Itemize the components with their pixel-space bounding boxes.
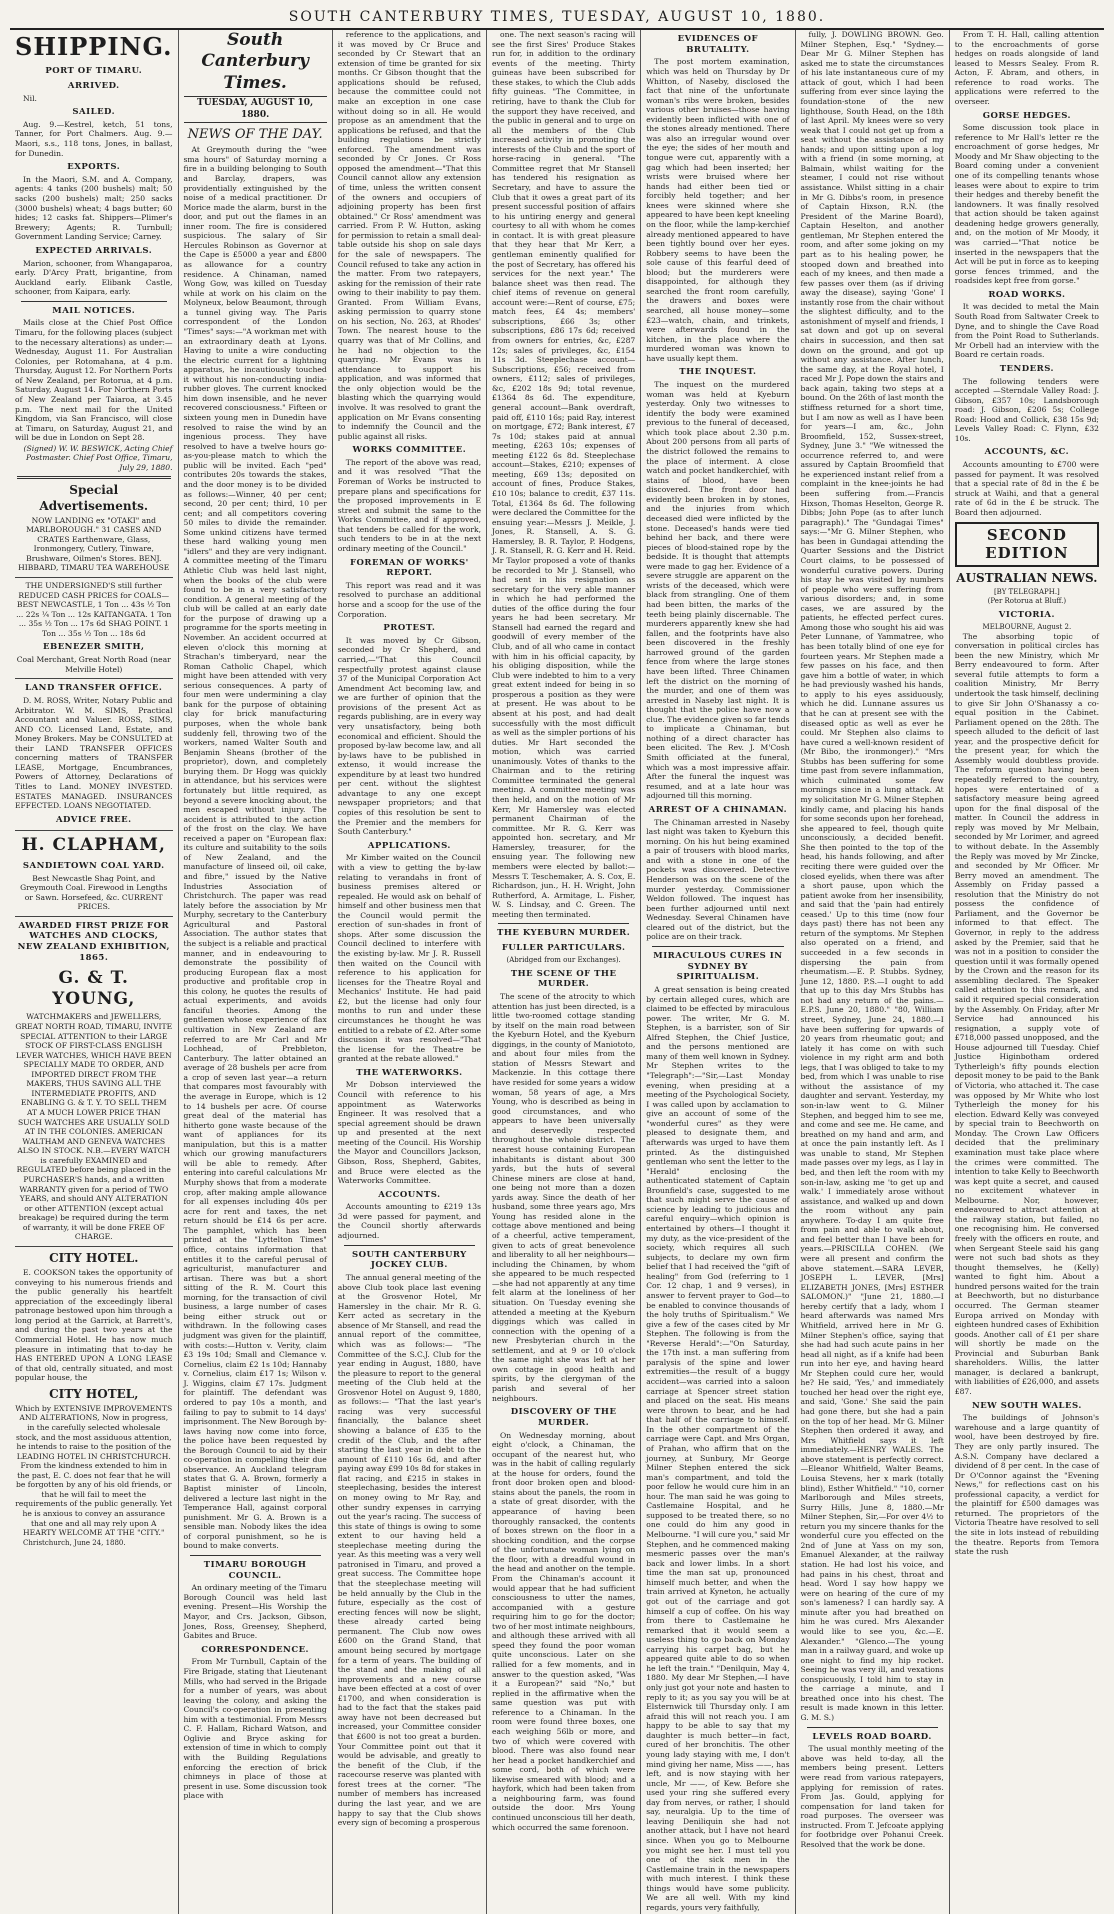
levels-continued: From T. H. Hall, calling attention to the encroachments of gorse hedges on roads alongside of land leased to Messrs Sealey. From R. Acton, F. Abram, and others, in reference to road works. The applications were referred to the overseer.: [954, 30, 1099, 106]
tenders-label: TENDERS.: [999, 363, 1055, 374]
telegraph-label: [BY TELEGRAPH.]: [993, 588, 1060, 597]
divider: [190, 1555, 321, 1556]
nsw-text: The buildings of Johnson's warehouse and a large quantity of wool, have been destroyed by fire. They are only partly insured. The A.S.N. Company have declared a dividend of 8 per cent. In the case of Dr O'Connor against the "Evening News," for reflections cast on his professional capacity, a verdict for the plaintiff for £500 damages was returned. The proprietors of the Victoria Theatre have resolved to sell the site in lots instead of rebuilding the theatre. Reports from Temora state the rush: [954, 1413, 1099, 1557]
inquest-text: The inquest on the murdered woman was held at Kyeburn yesterday. Only two witnesses to identify the body were examined previous to the funeral of deceased, which took place about 2.30 p.m. About 200 persons from all parts of the district followed the remains to the place of interment. A close watch and pocket handkerchief, with stains of blood, have been discovered. The front door had evidently been broken in by stones, and the injuries from which deceased died were inflicted by the stone. Deceased's hands were tied behind her back, and there were pieces of blood-stained rope by the bedside. It is thought that attempts were made to gag her. Evidence of a severe struggle are apparent on the wrists of the deceased, which were black from strangling. One of them had been bitten, the marks of the teeth being plainly discernable. The murderers apparently knew she had fallen, and the footprints have also been discovered in the freshly harrowed ground of the garden fence from where the large stones have been lifted. Three Chinamen left the district on the morning of the murder, and one of them was arrested in Naseby last night. It is thought that the police have now a clue. The evidence given so far tends to implicate a Chinaman, but nothing of a direct character has been elicited. The Rev. J. M'Cosh Smith officiated at the funeral, which was a most impressive affair. After the funeral the inquest was resumed, and at a late hour was adjourned till this morning.: [646, 380, 790, 801]
victoria-text: The absorbing topic of conversation in political circles has been the new Ministry, which Mr Berry endeavoured to form. After several futile attempts to form a coalition Ministry, Mr Berry undertook the task himself, declining to give Sir John O'Shanassy a co-equal position in the Cabinet. Parliament opened on the 28th. The speech alluded to the deficit of last year, and the prospective deficit for the present year, for which the Assembly would doubtless provide. The reform question having been repeatedly referred to the country, hopes were entertained of a satisfactory measure being agreed upon for the final disposal of the matter. In Council the address in reply was moved by Mr Melbain, seconded by Mr Lorimer, and agreed to without debate. In the Assembly the Reply was moved by Mr Zincke, and seconded by Mr Officer. Mr Berry moved an amendment. The Assembly on Friday passed a resolution that the Ministry do not possess the confidence of Parliament, and the Governor be informed to that effect. The Governor, in reply to the address asked by the Premier, said that he was not in a position to consider the question until it was formally opened by the Crown and the reason for its assembling declared. The Speaker called attention to this remark, and said it required special consideration by the Assembly. On Friday, after Mr Service had announced his resignation, a supply vote of £718,000 passed unopposed, and the House adjourned till Tuesday. Chief Justice Higinbotham ordered Tytherleigh's fifty pounds election deposit money to be paid to the Bank of Victoria, who attached it. The case was opposed by Mr White who lost Tytherleigh the money for his election. Edward Kelly was conveyed by special train to Beechworth on Monday. The Crown Law Officers decided that the preliminary examination must take place where the crimes were committed. The intention to take Kelly to Beechworth was kept quite a secret, and caused no excitement whatever in Melbourne. Nor, however, endeavoured to attract attention at the railway station, but failed, no one recognising him. He conversed freely with the officers en route, and when Sergeant Steele said his gang were not such bad shots as they thought themselves, he (Kelly) wanted to fight him. About a hundred persons waited for the train at Beechworth, but no disturbance occurred. The German steamer Europa arrived on Monday with eighteen hundred cases of Exhibition goods. Another call of £1 per share will shortly be made on the Provincial and Suburban Bank shareholders. Willis, the latter manager, is declared a bankrupt, with liabilities of £26,000, and assets £87.: [954, 631, 1099, 1397]
special-heading: Special Advertisements.: [39, 483, 149, 513]
column-3: [333, 30, 487, 1914]
exports-label: EXPORTS.: [67, 162, 121, 173]
australian-news-heading: AUSTRALIAN NEWS.: [956, 571, 1098, 586]
column-4: [487, 30, 641, 1914]
advert-city-hotel: [15, 1251, 173, 1548]
evidences-text: The post mortem examination, which was held on Thursday by Dr Whitton, of Naseby, disclosed the fact that nine of the unfortunate woman's ribs were broken, besides various other bruises—those having evidently been inflicted with one of the stones already mentioned. There was also an irregular wound over the eye; the sides of her mouth and tongue were cut, apparently with a gag which had been inserted; her wrists were bruised where her hands had either been tied or forcibly held together; and her knees were skinned where she appeared to have been kept kneeling on the floor, while the lamp-kerchief already mentioned appeared to have been tightly bound over her eyes. Robbery seems to have been the sole cause of this fearful deed of blood; but the murderers were disappointed, for although they searched the front room carefully, the drawers and boxes were searched, all house money—some £23—watch, chain, and trinkets, were afterwards found in the kitchen, in the place where the murdered woman was known to have usually kept them.: [646, 57, 790, 363]
divider: [21, 301, 167, 302]
advert-award: AWARDED FIRST PRIZE FOR WATCHES AND CLOCKS, NEW ZEALAND EXHIBITION, 1865.: [17, 920, 170, 963]
divider: [17, 476, 171, 479]
discovery-text: On Wednesday morning, about eight o'clock, a Chinaman, the occupant of the nearest hut, who was in the habit of calling regularly at the house for orders, found the front door broken open and blood-stains about the panels, the room in a state of great disorder, with the appearance of having been thoroughly ransacked, the contents of boxes strewn on the floor in a shocking condition, and the corpse of the unfortunate woman lying on the floor, with a dreadful wound in the head and another on the temple. From the Chinaman's account it would appear that he had sufficient consciousness to utter the names, accompanied with a gesture requiring him to go for the doctor; two of her most intimate neighbours, and although these arrived with all speed they found the poor woman quite unconscious. Later on she rallied for a few moments, and in answer to the question asked, "Was it a European?" said "No," but replied in the affirmative when the same question was put with reference to a Chinaman. In the room were found three boxes, one each weighing 56lb or more, and two of which were covered with blood. There was also found near her head a pocket handkerchief and some cord, both of which were likewise smeared with blood; and a hayfork, which had been taken from a neighbouring farm, was found outside the door. Mrs Young continued unconscious till her death, which occurred the same forenoon.: [492, 1430, 636, 1832]
correspondence-text: From Mr Turnbull, Captain of the Fire Brigade, stating that Lieutenant Mills, who had served in the Brigade for a number of years, was about leaving the colony, and asking the Council's co-operation in presenting him with a testimonial. From Messrs C. F. Hallam, Richard Watson, and Oglivie and Bryce asking for extension of time in which to comply with the Building Regulations enforcing the erection of brick chimneys in place of those at present in use. Some discussion took place with: [183, 1657, 327, 1801]
scene-text: The scene of the atrocity to which attention has just been directed, is a little two-roomed cottage standing by itself on the main road between the Kyeburn Hotel, and the Kyeburn diggings, in the county of Maniototo, and about four miles from the station of Messrs Stewart and Mackenzie. In this cottage there have resided for some years a widow woman, 58 years of age, a Mrs Young, who is described as being in good circumstances, and who appears to have been universally and deservedly respected throughout the whole district. The nearest house containing European inhabitants is distant about 300 yards, but the huts of several Chinese miners are close at hand, one being not more than a dozen yards away. Since the death of her husband, some three years ago, Mrs Young has resided alone in the cottage above mentioned and being of a cheerful, active temperament, given to acts of great benevolence and liberality to all her neighbours—including the Chinamen, by whom she appeared to be much respected—she had not apparently at any time felt alarm at the loneliness of her situation. On Tuesday evening she attended a meeting at the Kyeburn diggings which was called in connection with the opening of a new Presbyterian church in the settlement, and at 9 or 10 o'clock the same night she was left at her own cottage in good health and spirits, by the clergyman of the parish and several of her neighbours.: [492, 991, 636, 1403]
advert-text: NOW LANDING ex "OTAKI" and MARLBOROUGH." 31 CASES AND CRATES Earthenware, Glass, Ironmongery, Cutlery, Tinware, Brushware, Oilmen's Stores. BENJ. HIBBARD, TIMARU TEA WAREHOUSE: [18, 515, 170, 573]
discovery-label: DISCOVERY OF THE MURDER.: [510, 1407, 617, 1428]
divider: [652, 946, 783, 947]
scene-label: THE SCENE OF THE MURDER.: [510, 968, 617, 990]
foreman-text: This report was read and it was resolved to purchase an additional horse and a scoop for the use of the Corporation.: [337, 580, 481, 619]
advert-land-transfer: [15, 683, 173, 831]
divider: [807, 1727, 938, 1728]
news-text: At Greymouth during the "wee sma hours" of Saturday morning a fire in a building belonging to South and Barclay, drapers, was providentially extinguished by the noise of a medical practitioner. Dr Morice made the alarm, burst in the door, and put out the flames in an inner room. The fire is considered suspicious. The salary of Sir Hercules Robinson as Governor at the Cape is £5000 a year and £800 as allowance for a country residence. A Chinaman, named Wong Gow, was killed on Tuesday while at work on his claim on the Molyneux, below Beaumont, through a tunnel giving way. The Paris correspondent of the London "Times" says:—"A workman met with an extraordinary death at Lyons. Having to unite a wire conducting the electric current for a lightning apparatus, he incautiously touched it without his non-conducting india-rubber gloves. The current knocked him down insensible, and he never recovered consciousness." Fifteen or sixteen young men in Dunedin have resolved to raise the wind by an ingenious process. They have resolved to have a twelve hours go-as-you-please match to which the public will be invited. Each "ped" contributes 20s towards the stakes, and the door money is to be divided as follows:—Winner, 40 per cent; second, 20 per cent; third, 10 per cent; and all competitors covering 50 miles to divide the remainder. Some unkind citizens have termed these hard walking young men "idlers" and they are very indignant. A committee meeting of the Timaru Athletic Club was held last night, when the books of the club were found to be in a very satisfactory condition. A general meeting of the club will be called at an early date for the purpose of drawing up a programme for the sports meeting in November. An accident occurred at eleven o'clock this morning at Strachan's timberyard, near the Roman Catholic Chapel, which might have been attended with very serious consequences. A party of four men were undermining a clay bank for the purpose of obtaining clay for brick manufacturing purposes, when the whole bank suddenly fell, throwing two of the workers, named Walter South and Benjamin Sheans (brother of the proprietor), down, and completely burying them. Dr Hogg was quickly in attendance, but his services were fortunately but little required, as beyond a severe knocking about, the men escaped without injury. The accident is attributed to the action of the frost on the clay. We have received a paper on "European flax: its culture and suitability to the soils of New Zealand, and the manufacture of linseed oil, oil cake, and fibre," issued by the Native Industries Association of Christchurch. The paper was read lately before the association by Mr Murphy, secretary to the Canterbury Agricultural and Pastoral Association. The author states that the subject is a reliable and practical manner, and in endeavouring to demonstrate the possibility of producing European flax a most productive and profitable crop in this colony, he quotes the results of actual experiments, and avoids fanciful theories. Among the gentlemen whose experience of flax cultivation in New Zealand are referred to are Mr Carl and Mr Lochhead, of Prebbleton, Canterbury. The latter obtained an average of 28 bushels per acre from a crop of seven last year—a return that compares most favourably with the average in Europe, which is 12 to 14 bushels per acre. Of course great deal of the material has hitherto gone waste because of the want of appliances for its manipulation, but this is a matter which our growing manufacturers will be able to remedy. After entering into careful calculations Mr Murphy shows that from a moderate crop, after making ample allowance for all expenses including 40s per acre for rent and taxes, the net return should be £14 6s per acre. The pamphlet, which has been printed at the "Lyttelton Times" office, contains information that entitles it to the careful perusal of agriculturist, manufacturer and artisan. There was but a short sitting of the R. M. Court this morning, for the transaction of civil business, a large number of cases being either struck out or withdrawn. In the following cases judgment was given for the plaintiff, with costs:—Hutton v. Verity, claim £3 19s 10d; Small and Clemance v. Cornelius, claim £2 1s 10d; Hannaby v. Cornelius, claim £17 1s; Wilson v. J. Wiggins, claim £7 17s. Judgment for plaintiff. The defendant was ordered to pay 10s a month, and failing to pay to submit to 14 days' imprisonment. The New Borough by-laws having now come into force, the police have been requested by the Borough Council to aid by their co-operation in compelling their due observance. An Auckland telegram states that G. A. Brown, formerly a Baptist minister of Lincoln, delivered a lecture last night in the Temperance Hall, against corporal punishment. Mr G. A. Brown is a sensible man. Nobody likes the idea of corporal punishment, so he is bound to make converts.: [183, 145, 327, 1551]
mail-heading: MAIL NOTICES.: [52, 305, 136, 316]
second-edition-banner: SECOND EDITION: [955, 522, 1099, 568]
sailed-label: SAILED.: [72, 107, 116, 118]
advert-heading: LAND TRANSFER OFFICE.: [25, 683, 163, 694]
roadworks-label: ROAD WORKS.: [988, 289, 1066, 300]
jockey-text: The annual general meeting of the above Club took place last evening at the Grosvenor Hotel, Mr Hamersley in the chair. Mr R. G. Kerr acted as secretary in the absence of Mr Stansell, and read the annual report of the committee, which was as follows:— "The Committee of the S.C.J. Club for the year ending in August, 1880, have the pleasure to report to the general meeting of the Club held at the Grosvenor Hotel on August 9, 1880, as follows:— "That the last year's racing was very successful financially, the balance sheet showing a balance of £35 to the credit of the Club, and the after starting the last year in debt to the amount of £110 16s 6d, and after paying away £99 10s 8d for stakes in flat racing, and £215 in stakes in steeplechasing, besides the interest on money owing to Mr Ray, and other sundry expenses in carrying out the year's racing. The success of this state of things is owing to some extent to our having held a steeplechase meeting during the year. As this meeting was a very well patronised in Timaru, and proved a great success. The Committee hope that the steeplechase meeting will be held annually by the Club in the future, especially as the cost of erecting fences will now be slight, these already carted being permanent. The Club now owes £600 on the Grand Stand, that amount being secured by mortgage for a term of years. The building of the stand and the making of all improvements and a new course have been effected at a cost of over £1700, and when consideration is had to the fact that the stakes paid away have not been decreased but increased, your Committee consider that £600 is not too great a burden. Your Committee point out that it would be advisable, and greatly to the benefit of the Club, if the racecourse reserve was planted with forest trees at the corner. "The number of members has increased during the last year, and we are happy to say that the Club shows every sign of becoming a prosperous: [337, 1273, 481, 1828]
advert-coal: [15, 581, 173, 679]
advert-text: D. M. ROSS, Writer, Notary Public and Arbitrator. W. M. SIMS, Practical Accountant and Valuer. ROSS, SIMS, AND CO. Licensed Land, Estate, and Money Brokers. May be CONSULTED at their LAND TRANSFER OFFICES concerning matters of TRANSFER LEASE, Mortgage, Encumbrances, Powers of Attorney, Declarations of Titles to Land. MONEY INVESTED. ESTATES MANAGED. INSURANCES EFFECTED. LOANS NEGOTIATED.: [15, 695, 173, 811]
advert-heading: CITY HOTEL,: [49, 1386, 139, 1401]
miracle-continued: fully, J. DOWLING BROWN. Geo. Milner Stephen, Esq." "Sydney.—Dear Mr G. Milner Stephen has asked me to state the circumstances of his late instantaneous cure of my attack of gout, which I had been suffering from ever since laying the foundation-stone of the new lighthouse, South Head, on the 18th of last April. My knees were so very weak that I could not get up from a seat without the assistance of my hands; and upon sitting upon a log with a friend (in some morning, at Balmain, whilst waiting for the steamer, I could not rise without assistance. Whilst sitting in a chair in Mr G. Dibbs's room, in presence of Captain Hixson, R.N. (the President of the Marine Board), Captain Heselton, and another gentleman, Mr Stephen entered the room, and after some joking on my part as to his healing power, he stooped down and breathed into each of my knees, and then made a few passes over them (as if driving away the disease), saying 'Gone' I instantly rose from the chair without the slightest difficulty, and to the astonishment of myself and friends, I sat down and got up on several chairs in succession, and then sat down on the ground, and got up without any assistance. After lunch, the same day, at the Royal hotel, I raced Mr J. Pope down the stairs and back again, taking two steps at a bound. On the 26th of last month the stiffness returned for a short time, but I am now as well as I have been for years—I am, &c., John Broomfield, 152, Sussex-street, Sydney, June 3." "We witnessed the occurrence referred to, and were assured by Captain Broomfield that he experienced instant relief from a complaint in the knee-joints he had been suffering from.—Francis Hixson, Thomas Heselton, George R. Dibbs; John Pope (as to after lunch paragraph)." The "Gundagai Times" says:—"Mr G. Milner Stephen, who has been in Gundagai attending the Quarter Sessions and the District Court claims, to be possessed of wonderful curative powers. During his stay he was visited by numbers of people who were suffering from various disorders; and, in some cases, we are assured by the patients, he effected perfect cures. Among those who sought his aid was Peter Lunnane, of Yammatree, who has been totally blind of one eye for fourteen years. Mr Stephen made a few passes on his face, and then gave him a bottle of water, in which he had previously washed his hands, to apply to his eyes assiduously, which he did. Lunnane assures us that he can at present see with the diseased optic as well as ever he could. Mr Stephen also claims to have cured a well-known resident of (Mr Bibo, the ironmonger)." "Mrs Stubbs has been suffering for some time past from severe inflammation, which culminated some few mornings since in a lung attack. At my solicitation Mr G. Milner Stephen kindly came, and placing his hands for some seconds upon her forehead, she appeared to feel, though quite unconsciously, a decided benefit. She then pointed to the top of the head, his hands following, and after reciting there were guided over the closed eyelids, when there was after a short pause, upon which the patient awoke from her insensibility, and said that the 'pain had entirely ceased.' Up to this time (now four days past) there has not been any return of the symptoms. Mr Stephen also operated on a friend, and succeeded in a few seconds in dispersing the pain from rheumatism.—E. P. Stubbs. Sydney, June 12, 1880. P.S.—I ought to add that up to this day Mrs Stubbs has not had any return of the pains.—E.P.S. June 20, 1880." "80, William street, Sydney, June 24, 1880.—I have been suffering for upwards of 20 years from rheumatic gout; and lately it has come on with such violence in my right arm and both legs, that I was obliged to take to my bed, from which I was unable to rise without the assistance of my daughter and servant. Yesterday, my son-in-law went to G. Milner Stephen, and begged him to see me, and come and see me. He came, and breathed on my hand and arm, and at once the pain instantly left. As I was unable to stand, Mr Stephen made passes over my legs, as I lay in bed, and then left the room with my son-in-law, asking me 'to get up and walk.' I immediately arose without assistance, and walked up and down the room without any pain anywhere. To-day I am quite free from pain and able to walk about, and feel better than I have been for years.—PRISCILLA COHEN. (We were all present and confirm the above statement.—SARA LEVER, JOSEPH L. LEVER, [Mrs] ELIZABETH JONES, [Mrs] ESTHER SALOMON.)" "June 21, 1880.—I hereby certify that a lady, whom I heard afterwards was named Mrs Whitfield, arrived here in Mr G. Milner Stephen's office, saying that she had had such acute pains in her head all night, as if a knife had been run into her eye, and having heard Mr Stephen could cure her, would he? He said, 'Yes,' and immediately touched her head over the right eye, and said, 'Gone.' She said the pain had gone there, but she had a pain on the top of her head. Mr G. Milner Stephen then ordered it away, and Mrs Whitfield says it left immediately.—HENRY WALES. The above statement is perfectly correct.—Eleanor Whitfield, Walter Beams, Louisa Stevens, her x mark (totally blind), Esther Whitfield." "10, corner Marlborough and Miles streets, Surry Hills, June 8, 1880.—Mr Milner Stephen, Sir,—For over 4½ to return you my sincere thanks for the wonderful cure you effected on the 2nd of June at Yass on my son, Emanuel Alexander, at the railway station. He had lost his voice, and had pains in his chest, throat and head. Word I say how happy we were on hearing of the cure of my son's lameness? I can hardly say. A minute after you had breathed on him he was cured. Mrs Alexander would like to see you, &c.—E. Alexander." "Glenco.—The young man in a railway guard, and woke up one night to find my hip rocket. Seeing he was very ill, and vexations conspicuously, I told him to stay in the carriage a minute, and I breathed once into his chest. The result is made known in this letter. G. M. S.): [800, 30, 944, 1722]
correspondence-label: CORRESPONDENCE.: [201, 1644, 310, 1655]
advert-text: Which by EXTENSIVE IMPROVEMENTS AND ALTERATIONS, Now in progress, in the carefully selected wholesale stock, and the most assiduous attention, he intends to raise to the position of the LEADING HOTEL IN CHRISTCHURCH. From the kindness extended to him in the past, E. C. does not fear that he will be forgotten by any of his old friends, or that he will fail to meet the requirements of the public generally. Yet he is anxious to convey an assurance that one and all may rely upon A HEARTY WELCOME AT THE "CITY.": [15, 1403, 173, 1538]
paper-date: TUESDAY, AUGUST 10, 1880.: [184, 96, 327, 123]
jockey-continued: one. The next season's racing will see the first Sires' Produce Stakes run for, in addition to the ordinary events of the meeting. Thirty guineas have been subscribed for these stakes, to which the Club adds fifty guineas. "The Committee, in retiring, have to thank the Club for the support they have received, and the public in general and to urge on all the members of the Club increased activity in promoting the interests of the Club and the sport of horse-racing in general. "The Committee regret that Mr Stansell has tendered his resignation as Secretary, and have to assure the Club that it owes a great part of its present successful position of affairs to his untiring energy and general courtesy to all with whom he comes in contact. It is with great pleasure that they hear that Mr Kerr, a gentleman eminently qualified for the post of Secretary, has offered his services for the next year." The balance sheet was then read. The chief items of revenue on general account were:—Rent of course, £75; match fees, £4 4s; members' subscriptions, £66 3s; other subscriptions, £86 17s 6d; received from owners for entries, &c, £287 12s; sales of privileges, &c, £154 11s 3d. Steeplechase account—Subscriptions, £56; received from owners, £112; sales of privileges, &c, £202 18s 9d; total revenue, £1364 8s 6d. The expenditure, general account—Bank overdraft, paid off, £110 16s; paid Ray, interest on mortgage, £72; Bank interest, £7 7s 10d; stakes paid at annual meeting, £263 10s; expenses of meeting £122 6s 8d. Steeplechase account—Stakes, £210; expenses of meeting, £69 13s; deposited on account of fines, Produce Stakes, £10 10s; balance to credit, £37 11s. Total, £1364 8s 6d. The following were declared the Committee for the ensuing year:—Messrs J. Meikle, J. Jones, R. Stansell, A. S. G. Hamersley, B. R. Taylor, P. Hodgens, J. R. Stansell, R. G. Kerr and H. Reid. Mr Taylor proposed a vote of thanks be recorded to Mr J. Stansell, who had sent in his resignation as secretary for the very able manner in which he had performed the duties of the office during the four years he had been secretary. Mr Stansell had earned the regard and goodwill of every member of the Club, and of all who came in contact with him in his official capacity, by his obliging disposition, while the Club were indebted to him to a very great extent indeed for being in so prosperous a position as they were at present. He was about to be absent at his post, and had dealt successfully with the most difficult as well as the simpler portions of his duties. Mr Hart seconded the motion, which was carried unanimously. Votes of thanks to the Chairman and to the retiring Committee terminated the general meeting. A committee meeting was then held, and on the motion of Mr Kerr, Mr Hamersley was elected permanent Chairman of the committee. Mr R. G. Kerr was appointed hon. secretary, and Mr Hamersley, treasurer, for the ensuing year. The following new members were elected by ballot:—Messrs T. Teschemaker, A. S. Cox, E. Richardson, jun., H. H. Wright, John Rutherford, A. Armitage, L. Fisher, W. S. Lindsay, and C. Green. The meeting then terminated.: [492, 30, 636, 919]
waterworks-label: THE WATERWORKS.: [356, 1067, 463, 1078]
accounts-text: Accounts amounting to £700 were passed for payment. It was resolved that a special rate of 8d in the £ be struck at Waihi, and that a general rate of 6d in the £ be struck. The Board then adjourned.: [954, 460, 1099, 517]
works-label: WORKS COMMITTEE.: [352, 445, 467, 456]
council-continued: reference to the applications, and it was moved by Cr Bruce and seconded by Cr Stewart that an extension of time be granted for six months. Cr Gibson thought that the applications should be refused, because the committee could not make an exception in one case without doing so in all. He would propose as an amendment that the applications be refused, and that the building regulations be strictly enforced. The amendment was seconded by Cr Jones. Cr Ross opposed the amendment—"That this Council cannot allow any extension of time, unless the written consent of the owners and occupiers of adjoining property has been first obtained." Cr Ross' amendment was carried. From P. W. Hutton, asking for permission to retain a small deal-table outside his shop on sale days for the sale of newspapers. The Council refused to take any action in the matter. From two ratepayers, asking for the remission of their rate owing to their inability to pay them. Granted. From William Evans, asking permission to quarry stone on his section, No. 263, at Rhodes' Town. The nearest house to the quarry was that of Mr Collins, and he had no objection to the quarrying. Mr Evans was in attendance to support his application, and was informed that the only objection would be the blasting which the quarrying would involve. It was resolved to grant the application on Mr Evans consenting to indemnify the Council and the public against all risks.: [337, 30, 481, 441]
arrived-label: ARRIVED.: [67, 80, 120, 91]
kyeburn-heading: THE KYEBURN MURDER.: [497, 928, 631, 939]
levels-heading: LEVELS ROAD BOARD.: [812, 1731, 932, 1742]
advert-text: WATCHMAKERS and JEWELLERS, GREAT NORTH ROAD, TIMARU, INVITE SPECIAL ATTENTION to their LARGE STOCK OF FIRST-CLASS ENGLISH LEVER WATCHES, WHICH HAVE BEEN SPECIALLY MADE TO ORDER, AND IMPORTED DIRECT FROM THE MAKERS, THUS SAVING ALL THE INTERMEDIATE PROFITS, AND ENABLING G. & T. Y. TO SELL THEM AT A MUCH LOWER PRICE THAN SUCH WATCHES ARE USUALLY SOLD AT IN THE COLONIES. AMERICAN WALTHAM AND GENEVA WATCHES ALSO IN STOCK. N.B.—EVERY WATCH is carefully EXAMINED and REGULATED before being placed in the PURCHASER'S hands, and a written WARRANTY given for a period of TWO YEARS, and should ANY ALTERATION or other ATTENTION (except actual breakage) be required during the term of warranty, it will be done FREE OF CHARGE.: [15, 1012, 173, 1242]
protest-text: It was moved by Cr Gibson, seconded by Cr Shepherd, and carried,—"That this Council respectfully protest against clause 37 of the Municipal Corporation Act Amendment Act becoming law, and we are further of opinion that the provisions of the present Act as regards publishing, are in every way very unsatisfactory, being both economical and efficient. Should the proposed by-law become law, and all by-laws have to be published in extenso, it would increase the expenditure by at least two hundred per cent. without the slightest advantage to any one except newspaper proprietors; and that copies of this resolution be sent to the Premier and the members for South Canterbury.": [337, 635, 481, 837]
advert-heading: H. CLAPHAM,: [21, 835, 166, 856]
divider: [498, 923, 629, 924]
column-7: [950, 30, 1104, 1914]
nsw-label: NEW SOUTH WALES.: [971, 1400, 1082, 1411]
column-2: [179, 30, 333, 1914]
advert-clapham: [15, 835, 173, 916]
divider: [344, 1245, 475, 1246]
columns: [10, 30, 1104, 1912]
applications-label: APPLICATIONS.: [367, 840, 451, 851]
council-heading: TIMARU BOROUGH COUNCIL.: [203, 1559, 307, 1581]
advert-name: EBENEZER SMITH,: [43, 642, 145, 653]
advert-hibbard: [15, 516, 173, 578]
shipping-heading: SHIPPING.: [15, 32, 173, 61]
accounts-label: ACCOUNTS.: [378, 1189, 441, 1200]
mail-text: Mails close at the Chief Post Office Timaru, for the following places (subject to the necessary alterations) as under:— Wednesday, August 11. For Australian Colonies, per Rotomahana, at 4 p.m. Thursday, August 12. For Northern Ports of New Zealand, per Rotorua, at 4 p.m. Saturday, August 14. For Northern Ports of New Zealand per Taiaroa, at 3.45 p.m. The next mail for the United Kingdom, via San Francisco, will close at Timaru, on Saturday, August 21, and will be due in London on Sept 28.: [15, 318, 173, 443]
accounts-label: ACCOUNTS, &C.: [984, 447, 1070, 458]
kyeburn-source: (Abridged from our Exchanges).: [506, 955, 621, 964]
mail-signed: (Signed) W. W. BESWICK, Acting Chief Postmaster. Chief Post Office, Timaru, July 29, 1880.: [23, 443, 173, 472]
exports-text: In the Maori, S.M. and A. Company, agents: 4 tanks (200 bushels) malt; 50 sacks (200 bushels) malt; 250 sacks (3000 bushels) wheat; 4 bags butter; 60 hides; 12 casks fat. Shippers—Plimer's Brewery; Agents; R. Turnbull; Government Landing Service; Carney.: [15, 174, 173, 242]
accounts-text: Accounts amounting to £219 13s 3d were passed for payment, and the Council shortly afterwards adjourned.: [337, 1202, 481, 1241]
protest-label: PROTEST.: [383, 623, 436, 634]
victoria-date: MELBOURNE, August 2.: [982, 622, 1072, 631]
arrest-label: ARREST OF A CHINAMAN.: [648, 804, 788, 815]
council-text: An ordinary meeting of the Timaru Borough Council was held last evening. Present—His Worship the Mayor, and Crs. Jackson, Gibson, Jones, Ross, Greensey, Shepherd, Gabites and Bruce.: [183, 1583, 327, 1641]
miracle-text: A great sensation is being created by certain alleged cures, which are claimed to be effected by miraculous power. The writer, Mr G. M. Stephen, is a barrister, son of Sir Alfred Stephen, the Chief Justice, and the persons mentioned are many of them well known in Sydney. Mr Stephen writes to the "Telegraph":—"Sir,—Last Monday evening, when presiding at a meeting of the Psychological Society, I was called upon by acclamation to give an account of some of the "wonderful cures" as they were pleased to designate them, and afterwards was urged to have them printed. As the distinguished gentleman who sent the letter to the "Herald" enclosing the authenticated statement of Captain Brounfield's case, suggested to me that such might serve the cause of science by leading to judicious and careful enquiry—which opinion is entertained by others—I thought it my duty, as the vice-president of the society, which requires all such subjects, to declare my own firm belief that I had received the "gift of healing" from God (referring to 1 Cor. 12 chap, 1 and 9 verses), in answer to fervent prayer to God—to be enabled to convince thousands of the holy truths of Spiritualism." We give a few of the cases cited by Mr Stephen. The following is from the "Reverse Herald":—"On Saturday, the 17th inst. a man suffering from paralysis of the spine and lower extremities—the result of a buggy accident—was carried into a saloon carriage at Spencer street station and placed on the seat. His means were thrown to bear, and he had that half of the carriage to himself. In the other compartment of the carriage were Capt. and Mrs Organ, of Prahan, who affirm that on the journey, at Sunbury, Mr George Milner Stephen entered the sick man's compartment, and told the poor fellow he would cure him in an hour. The man said he was going to Castlemaine Hospital, and he supposed to be treated there, so no one could do him any good in Melbourne. "I will cure you," said Mr Stephen, and he commenced making mesmeric passes over the man's back and lower limbs. In a short time the man sat up, pronounced himself much better, and when the train arrived at Kyneton, he actually got out of the carriage and got himself a cup of coffee. On his way from there to Castlemaine he remarked that it would seem a useless thing to go back on Monday carrying his carpet bag, but he appeared quite able to do so when he left the train." "Denilquin, May 4, 1880. My dear Mr Stephen,—I have only just got your note and hasten to reply to it; as you say you will be at Elsternwick till Thursday only. I am afraid this will not reach you. I am happy to be able to say that my daughter is much better—in fact, cured of her bronchitis. The other young lady staying with me, I don't mind giving her name, Miss ——, has left, and is now staying with her uncle, Mr ——, of Kew. Before she used your ring she suffered every day from nerves, or rather, I should say, neuralgia. Up to the time of leaving Deniliquin she had not another attack, but I have not heard since. When you go to Melbourne you might see her. I must tell you one of the sick men in the Castlemaine train in the newspapers with much interest. I think these things would have some publicity. We are all well. With my kind regards, yours very faithfully,: [646, 984, 790, 1912]
news-heading: NEWS OF THE DAY.: [187, 126, 323, 142]
arrived-text: Nil.: [23, 93, 37, 103]
miracle-heading: MIRACULOUS CURES IN SYDNEY BY SPIRITUALISM.: [653, 950, 783, 983]
foreman-label: FOREMAN OF WORKS' REPORT.: [349, 557, 469, 579]
waterworks-text: Mr Dobson interviewed the Council with reference to his appointment as Waterworks Engineer. It was resolved that a special agreement should be drawn up and presented at the next meeting of the Council. His Worship the Mayor and Councillors Jackson, Gibson, Ross, Shepherd, Gabites, and Bruce were elected as the Waterworks Committee.: [337, 1080, 481, 1186]
column-1: [10, 30, 179, 1914]
levels-text: The usual monthly meeting of the above was held to-day, all the members being present. Letters were read from various ratepayers, applying for remission of rates. From Jas. Gould, applying for compensation for land taken for road purposes. The overseer was instructed. From T. Jefcoate applying for footbridge over Pohanui Creek. Resolved that the work be done.: [800, 1744, 944, 1849]
expected-text: Marion, schooner, from Whangaparoa, early. D'Arcy Pratt, brigantine, from Auckland early. Elibank Castle, schooner, from Kaipara, early.: [15, 258, 173, 297]
advert-text: E. COOKSON takes the opportunity of conveying to his numerous friends and the public generally his heartfelt appreciation of the exceedingly liberal patronage bestowed upon him through a long period at the Garrick, at Barrett's, and during the past two years at the Commercial Hotel. He has now much pleasure in intimating that to-day he HAS ENTERED UPON A LONG LEASE of that old, centrally situated, and most popular house, the: [15, 1268, 173, 1383]
roadworks-text: It was decided to metal the Main South Road from Saltwater Creek to Dyne, and to shingle the Cave Road from the Point Road to Sutherlands. Mr Orbell had an interview with the Board re certain roads.: [954, 302, 1099, 360]
column-5: [641, 30, 795, 1914]
evidences-label: EVIDENCES OF BRUTALITY.: [677, 34, 759, 55]
victoria-label: VICTORIA.: [998, 610, 1055, 621]
kyeburn-subheading: FULLER PARTICULARS.: [501, 943, 626, 954]
applications-text: Mr Kimber waited on the Council with a view to getting the by-law relating to verandahs in front of business premises altered or repealed. He would ask on behalf of himself and other business men that the Council would permit the erection of sun-shades in front of shops. After some discussion the Council declined to interfere with the existing by-law. Mr J. R. Russell then waited on the Council with reference to his application for licenses for the Theatre Royal and Mechanics' Institute. He had paid £2, but the license had only four months to run and under these circumstances he thought he was entitled to a rebate of £2. After some discussion it was resolved—"That the license for the Theatre be granted at the rebate allowed.": [337, 853, 481, 1064]
advert-subheading: SANDIETOWN COAL YARD.: [22, 860, 165, 871]
advert-footer: ADVICE FREE.: [55, 814, 132, 825]
tenders-text: The following tenders were accepted —Sterndale Valley Road: J. Gibson, £357 10s; Landsborough road: J. Gibson, £206 5s; College Road: Hood and Collick, £38 15s 9d; Levels Valley Road: C. Flynn, £32 10s.: [954, 376, 1099, 443]
column-6: [796, 30, 950, 1914]
advert-young: [15, 921, 173, 1247]
advert-heading: G. & T. YOUNG,: [52, 967, 136, 1009]
works-text: The report of the above was read, and it was resolved "That the Foreman of Works be instructed to prepare plans and specifications for the proposed improvements in E street and submit the same to the Works Committee, and if approved, that tenders be called for the work, such tenders to be in at the next ordinary meeting of the Council.": [337, 457, 481, 553]
advert-heading: CITY HOTEL.: [49, 1250, 139, 1265]
paper-title: South Canterbury Times.: [201, 30, 309, 93]
sailed-text: Aug. 9.—Kestrel, ketch, 51 tons, Tanner, for Port Chalmers. Aug. 9.—Maori, s.s., 118 tons, Jones, in ballast, for Dunedin.: [15, 119, 173, 158]
advert-text: Coal Merchant, Great North Road (near Melville Hotel): [16, 655, 171, 674]
inquest-label: THE INQUEST.: [679, 367, 757, 378]
gorse-text: Some discussion took place in reference to Mr Hall's letter re the encroachment of gorse hedges, Mr Moody and Mr Shaw objecting to the Board coming under a convenient one of its compelling tenants whose leases were about to expire to trim their hedges and thereby benefit the landowners. It was finally resolved that action should be taken against deadening hedge growers generally, and, on the motion of Mr Moody, it was carried—"That notice be inserted in the newspapers that the Act will be put in force as to keeping gorse fences trimmed, and the roadsides kept free from gorse.": [954, 123, 1099, 286]
jockey-heading: SOUTH CANTERBURY JOCKEY CLUB.: [352, 1249, 467, 1271]
gorse-label: GORSE HEDGES.: [982, 110, 1071, 121]
via-label: (Per Rotorua at Bluff.): [987, 597, 1067, 606]
expected-label: EXPECTED ARRIVALS.: [35, 245, 153, 256]
arrest-text: The Chinaman arrested in Naseby last night was taken to Kyeburn this morning. On his hut being examined a pair of trousers with blood marks, and with a stone in one of the pockets was discovered. Detective Henderson was on the scene of the murder yesterday. Commissioner Weldon followed. The inquest has been further adjourned until next Wednesday. Several Chinamen have cleared out of the district, but the police are on their track.: [646, 817, 790, 942]
port-heading: PORT OF TIMARU.: [45, 66, 143, 77]
advert-date: Christchurch, June 24, 1880.: [23, 1538, 126, 1547]
advert-text: THE UNDERSIGNED'S still further REDUCED CASH PRICES for COALS— BEST NEWCASTLE, 1 Ton ... 43s ½ Ton ... 22s ¼ Ton ... 12s KAITANGATA. 1 Ton ... 35s ½ Ton ... 17s 6d SHAG POINT. 1 Ton ... 35s ½ Ton ... 18s 6d: [16, 581, 172, 638]
page-masthead: SOUTH CANTERBURY TIMES, TUESDAY, AUGUST 10, 1880.: [288, 9, 826, 25]
advert-text: Best Newcastle Shag Point, and Greymouth Coal. Firewood in Lengths or Sawn. Horsefeed, &c. CURRENT PRICES.: [20, 873, 168, 912]
